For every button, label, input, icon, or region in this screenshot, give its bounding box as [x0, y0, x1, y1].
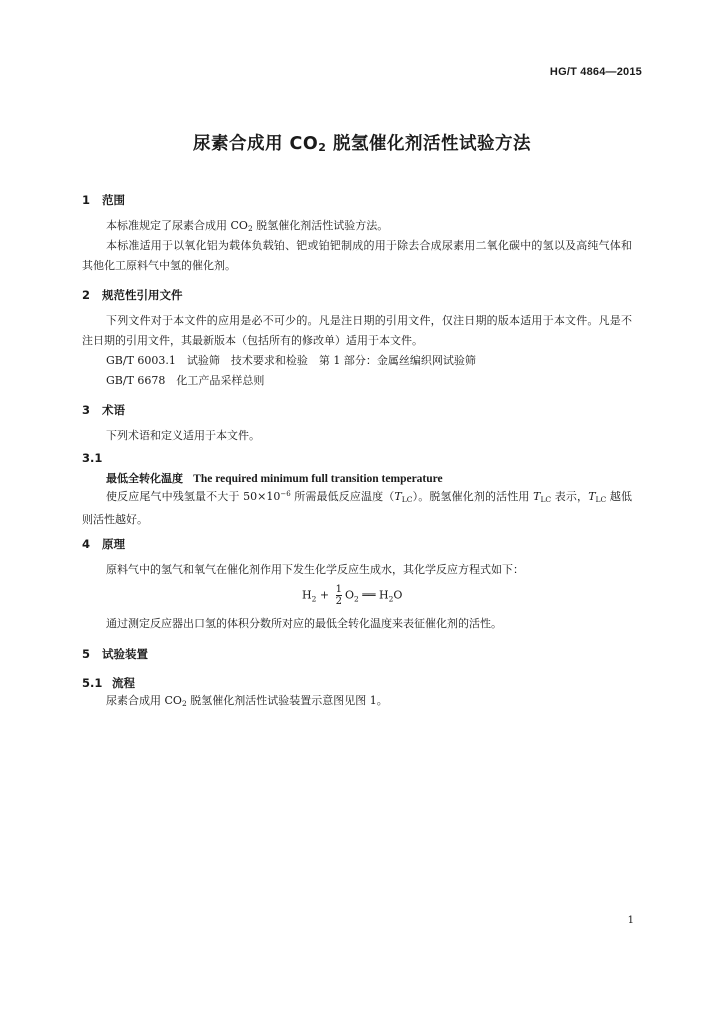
title-subscript: 2	[318, 141, 327, 154]
section-number: 5	[82, 647, 91, 661]
section-title: 原理	[102, 537, 125, 551]
standard-code: HG/T 4864—2015	[549, 66, 642, 78]
text: ）。脱氢催化剂的活性用	[412, 490, 534, 503]
subsection-5-1-heading	[82, 675, 135, 691]
section-number: 1	[82, 193, 91, 207]
subsection-number: 5.1	[82, 676, 103, 690]
section-number: 3	[82, 403, 91, 417]
symbol-t: T	[394, 490, 402, 503]
section-number: 2	[82, 288, 91, 302]
section-3-heading	[82, 402, 125, 418]
section-4-paragraph-1: 原料气中的氢气和氧气在催化剂作用下发生化学反应生成水，其化学反应方程式如下：	[106, 563, 524, 576]
text: 脱氢催化剂活性试验装置示意图见图 1。	[186, 694, 388, 707]
document-title	[0, 130, 724, 155]
subscript: LC	[595, 495, 607, 504]
superscript: −6	[280, 490, 291, 498]
section-5-paragraph-1	[106, 691, 388, 714]
eq-text: H	[379, 588, 389, 602]
subsection-title: 流程	[112, 676, 135, 690]
text: 越低则活性越好。	[82, 490, 633, 526]
section-3-paragraph-1: 下列术语和定义适用于本文件。	[106, 429, 260, 442]
subscript: 2	[247, 224, 253, 233]
term-definition	[82, 484, 632, 530]
section-4-paragraph-2: 通过测定反应器出口氢的体积分数所对应的最低全转化温度来表征催化剂的活性。	[106, 617, 502, 630]
subsection-3-1-number: 3.1	[82, 451, 103, 465]
text: 本标准规定了尿素合成用 CO	[106, 219, 248, 232]
term-chinese: 最低全转化温度	[106, 472, 183, 485]
chemical-equation	[302, 584, 402, 607]
eq-subscript: 2	[354, 594, 359, 604]
symbol-t: T	[533, 490, 541, 503]
section-1-heading	[82, 192, 125, 208]
section-title: 范围	[102, 193, 125, 207]
subscript: 2	[181, 699, 187, 708]
text: 脱氢催化剂活性试验方法。	[252, 219, 389, 232]
section-4-heading	[82, 536, 125, 552]
page-number: 1	[627, 915, 634, 926]
title-prefix: 尿素合成用 CO	[192, 134, 319, 154]
section-1-paragraph-2: 本标准适用于以氧化铝为载体负载铂、钯或铂钯制成的用于除去合成尿素用二氧化碳中的氢以及高纯气体和其他化工原料气中氢的催化剂。	[82, 239, 632, 272]
eq-subscript: 2	[388, 594, 394, 604]
eq-fraction	[336, 584, 342, 607]
subscript: LC	[401, 495, 413, 504]
eq-text: O	[344, 588, 354, 602]
normative-reference-1: GB/T 6003.1 试验筛 技术要求和检验 第 1 部分：金属丝编织网试验筛	[106, 354, 476, 367]
fraction-denominator: 2	[335, 596, 342, 607]
section-title: 术语	[102, 403, 125, 417]
section-2-heading	[82, 287, 183, 303]
section-5-heading	[82, 646, 148, 662]
title-suffix: 脱氢催化剂活性试验方法	[326, 134, 532, 154]
eq-subscript: 2	[311, 594, 317, 604]
normative-reference-2: GB/T 6678 化工产品采样总则	[106, 374, 265, 387]
text: 所需最低反应温度（	[290, 490, 395, 503]
eq-text: O	[393, 588, 403, 602]
text: 表示，	[551, 490, 589, 503]
subscript: LC	[540, 495, 552, 504]
text: 使反应尾气中残氢量不大于 50×10	[106, 490, 281, 503]
eq-arrow: ══	[358, 588, 380, 602]
text: 尿素合成用 CO	[106, 694, 182, 707]
section-title: 规范性引用文件	[102, 288, 183, 302]
section-number: 4	[82, 537, 91, 551]
section-2-paragraph-1: 下列文件对于本文件的应用是必不可少的。凡是注日期的引用文件，仅注日期的版本适用于本文件。凡是不注日期的引用文件，其最新版本（包括所有的修改单）适用于本文件。	[82, 314, 632, 347]
fraction-numerator: 1	[335, 584, 342, 595]
section-title: 试验装置	[102, 647, 148, 661]
term-english: The required minimum full transition temperature	[193, 473, 443, 485]
eq-text: +	[316, 588, 333, 602]
eq-text: H	[302, 588, 312, 602]
symbol-t: T	[588, 490, 596, 503]
